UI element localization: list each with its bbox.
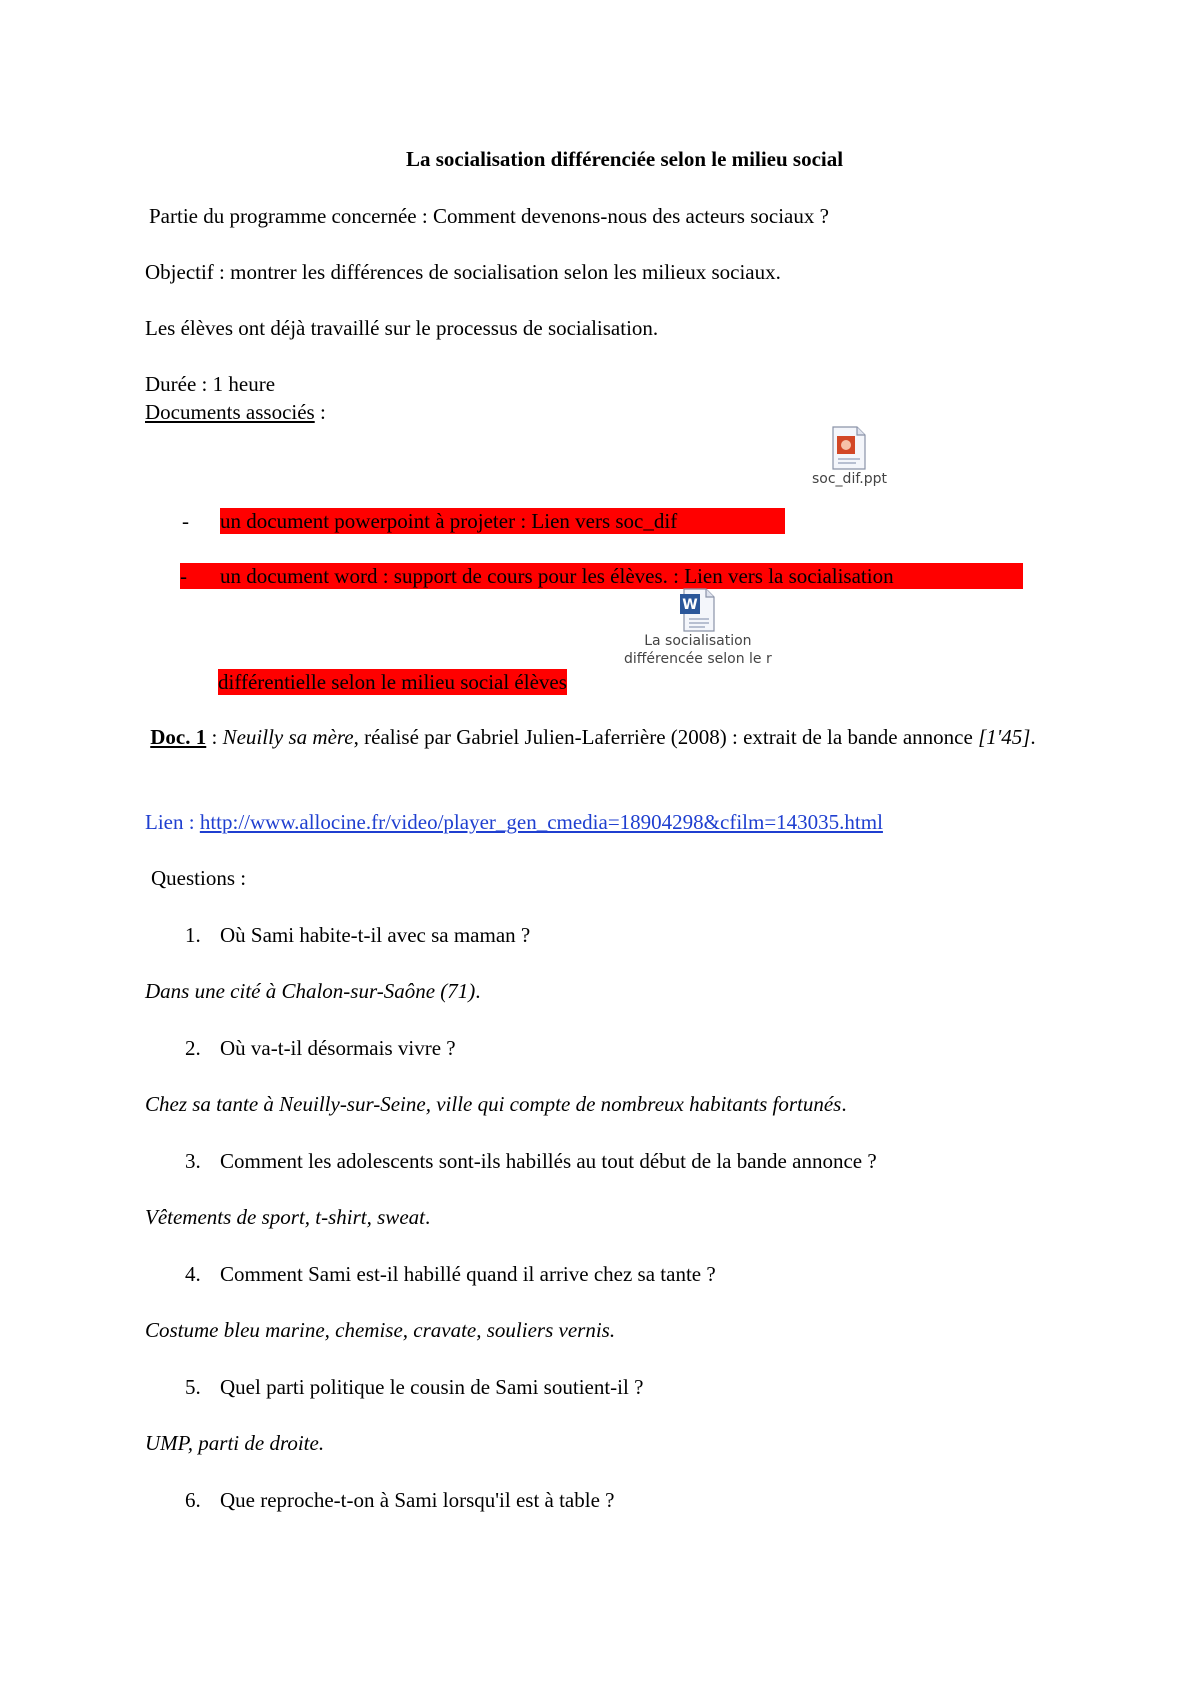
answer-end: . [841, 1092, 847, 1116]
word-link-text-line2[interactable]: différentielle selon le milieu social élèves [218, 670, 567, 694]
question-number: 6. [185, 1488, 201, 1512]
ppt-attachment[interactable] [812, 426, 887, 488]
ppt-caption: soc_dif.ppt [812, 471, 887, 487]
question-text: Que reproche-t-on à Sami lorsqu'il est à table ? [220, 1488, 615, 1512]
answer-end: . [424, 1205, 431, 1229]
answer-end: . [475, 979, 481, 1003]
answer-text: Costume bleu marine, chemise, cravate, souliers vernis. [145, 1318, 616, 1342]
powerpoint-file-icon [831, 426, 867, 470]
word-link-text-line1[interactable]: un document word : support de cours pour les élèves. : Lien vers la socialisation [220, 563, 1023, 589]
answer-italic: Dans une cité à Chalon-sur-Saône (71) [145, 979, 476, 1003]
doc1-description: , réalisé par Gabriel Julien-Laferrière (2008) : extrait de la bande annonce [353, 725, 979, 749]
question-text: Comment Sami est-il habillé quand il arrive chez sa tante ? [220, 1262, 716, 1286]
doc1-film-title: Neuilly sa mère [222, 725, 354, 749]
word-file-icon [680, 588, 716, 632]
word-attachment[interactable] [624, 588, 772, 668]
svg-text:W: W [682, 597, 698, 613]
allocine-link[interactable]: http://www.allocine.fr/video/player_gen_cmedia=18904298&cfilm=143035.html [199, 810, 883, 834]
documents-heading [145, 399, 326, 425]
link-line [145, 809, 883, 835]
answer-italic: Vêtements de sport, t-shirt, sweat [145, 1205, 425, 1229]
doc1-duration: [1'45] [978, 725, 1031, 749]
documents-label: Documents associés [145, 400, 315, 424]
answer-text [145, 1204, 430, 1230]
link-prefix: Lien : [145, 810, 200, 834]
question-number: 1. [185, 923, 201, 947]
answer-italic: Chez sa tante à Neuilly-sur-Seine, ville qui compte de nombreux habitants fortunés [145, 1092, 842, 1116]
doc1-label: Doc. 1 [150, 725, 207, 749]
question-number: 4. [185, 1262, 201, 1286]
ppt-bullet: - [182, 509, 189, 533]
word-caption-line2: différencée selon le r [624, 651, 772, 667]
document-title: La socialisation différenciée selon le milieu social [406, 147, 844, 171]
question-text: Quel parti politique le cousin de Sami soutient-il ? [220, 1375, 644, 1399]
question-number: 2. [185, 1036, 201, 1060]
word-bullet-char: - [180, 564, 187, 588]
doc1-sep: : [206, 725, 223, 749]
answer-text [145, 1091, 847, 1117]
prerequis-line: Les élèves ont déjà travaillé sur le processus de socialisation. [145, 316, 659, 340]
word-bullet [180, 563, 220, 589]
answer-text [145, 978, 481, 1004]
question-text: Où va-t-il désormais vivre ? [220, 1036, 456, 1060]
word-caption-line1: La socialisation [644, 633, 752, 649]
duree-line: Durée : 1 heure [145, 372, 276, 396]
objectif-line: Objectif : montrer les différences de socialisation selon les milieux sociaux. [145, 260, 781, 284]
question-text: Où Sami habite-t-il avec sa maman ? [220, 923, 531, 947]
programme-line: Partie du programme concernée : Comment devenons-nous des acteurs sociaux ? [149, 204, 829, 228]
doc1-paragraph [145, 723, 1067, 751]
question-text: Comment les adolescents sont-ils habillés au tout début de la bande annonce ? [220, 1149, 877, 1173]
doc1-end: . [1030, 725, 1036, 749]
ppt-link-text[interactable]: un document powerpoint à projeter : Lien vers soc_dif [220, 508, 785, 534]
questions-heading: Questions : [151, 866, 247, 890]
question-number: 5. [185, 1375, 201, 1399]
question-number: 3. [185, 1149, 201, 1173]
answer-text: UMP, parti de droite. [145, 1431, 325, 1455]
documents-colon: : [314, 400, 326, 424]
